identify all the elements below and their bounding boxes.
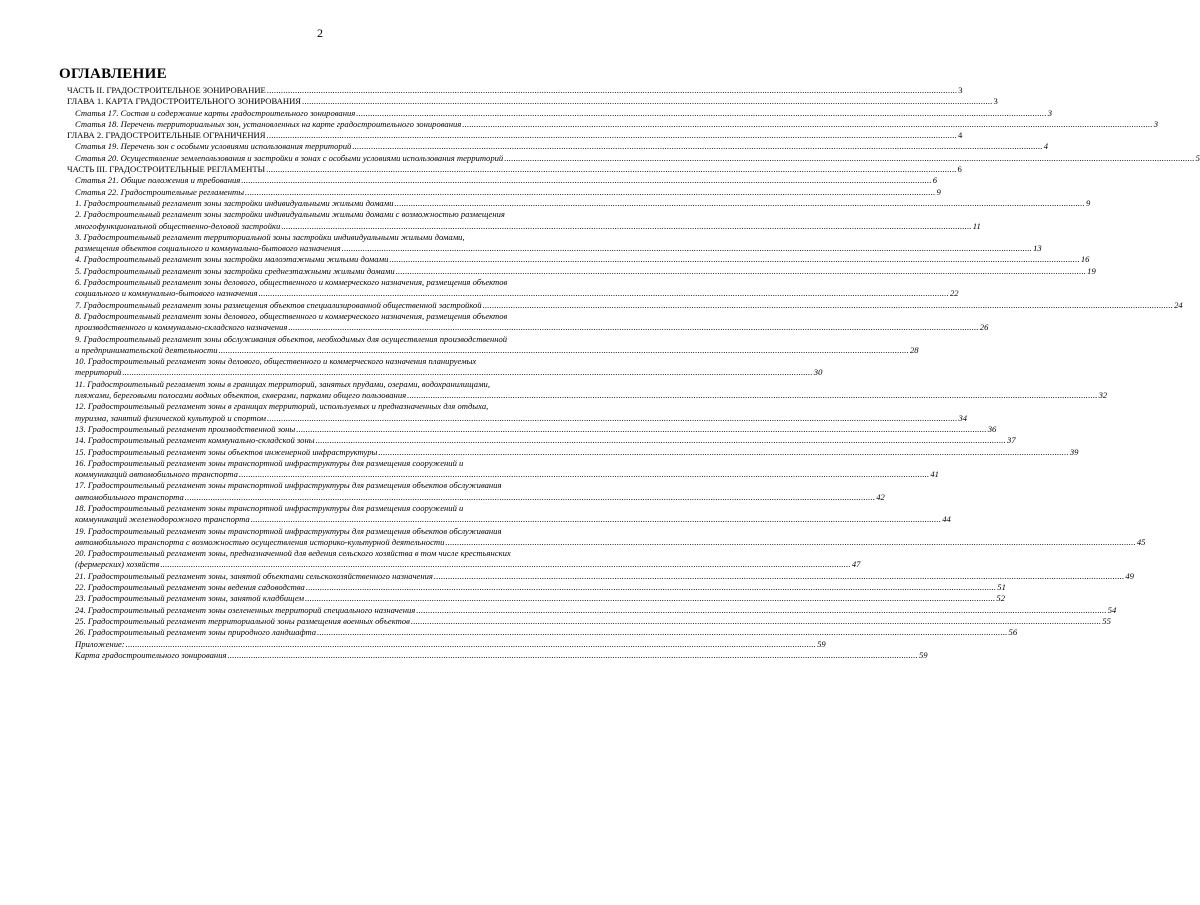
- dot-leader: [342, 243, 1032, 254]
- toc-entry-text: ЧАСТЬ II. ГРАДОСТРОИТЕЛЬНОЕ ЗОНИРОВАНИЕ: [67, 85, 266, 95]
- toc-entry[interactable]: [59, 378, 1108, 402]
- dot-leader: [239, 469, 929, 480]
- dot-leader: [266, 164, 956, 175]
- toc-entry-text: 13. Градостроительный регламент производственной зоны: [75, 423, 296, 434]
- toc-entry-text: 11. Градостроительный регламент зоны в границах территорий, занятых прудами, озерами, водохранилищами,: [75, 378, 490, 389]
- toc-entry-page: 56: [1008, 627, 1018, 638]
- toc-entry-text: коммуникаций автомобильного транспорта: [75, 469, 238, 480]
- dot-leader: [317, 627, 1007, 638]
- dot-leader: [185, 492, 875, 503]
- toc-entry[interactable]: [59, 265, 1096, 277]
- toc-entry-text: Статья 20. Осуществление землепользования и застройки в зонах с особыми условиями использования территорий: [75, 152, 504, 163]
- toc-entry-page: 11: [972, 220, 981, 231]
- toc-entry-text: ГЛАВА 2. ГРАДОСТРОИТЕЛЬНЫЕ ОГРАНИЧЕНИЯ: [67, 130, 266, 141]
- toc-entry[interactable]: [59, 299, 1183, 311]
- toc-entry-text: 2. Градостроительный регламент зоны застройки индивидуальными жилыми домами с возможностью размещения: [75, 209, 505, 220]
- toc-entry-text: размещения объектов социального и коммунально-бытового назначения: [75, 243, 341, 254]
- toc-entry-text: 6. Градостроительный регламент зоны делового, общественного и коммерческого назначения, размещения объектов: [75, 277, 508, 288]
- toc-entry-page: 3: [1047, 107, 1053, 118]
- toc-entry[interactable]: [59, 627, 1018, 638]
- toc-entry-page: 3: [1153, 118, 1159, 129]
- toc-entry-text: (фермерских) хозяйств: [75, 559, 160, 570]
- dot-leader: [267, 130, 957, 141]
- toc-entry-page: 28: [910, 344, 919, 355]
- toc-entry-page: 42: [876, 491, 885, 502]
- toc-entry-page: 39: [1069, 446, 1079, 457]
- dot-leader: [296, 424, 986, 435]
- toc-entry-text: Карта градостроительного зонирования: [75, 649, 227, 660]
- toc-entry-text: Статья 19. Перечень зон с особыми условиями использования территорий: [75, 141, 352, 152]
- toc-entry-text: пляжами, береговыми полосами водных объектов, скверами, парками общего пользования: [75, 390, 407, 401]
- toc-entry-text: 23. Градостроительный регламент зоны, занятой кладбищем: [75, 593, 304, 604]
- toc-entry-page: 13: [1033, 243, 1042, 254]
- dot-leader: [122, 367, 812, 378]
- dot-leader: [267, 85, 957, 96]
- toc-entry-page: 54: [1107, 604, 1117, 615]
- dot-leader: [306, 582, 996, 593]
- toc-entry[interactable]: [59, 582, 1006, 593]
- toc-entry-page: 51: [997, 582, 1006, 593]
- toc-entry-page: 16: [1080, 254, 1090, 265]
- toc-entry-text: ГЛАВА 1. КАРТА ГРАДОСТРОИТЕЛЬНОГО ЗОНИРОВАНИЯ: [67, 96, 302, 107]
- dot-leader: [356, 108, 1046, 119]
- toc-entry[interactable]: [59, 96, 998, 107]
- toc-entry[interactable]: [59, 186, 941, 198]
- toc-entries: [59, 85, 1200, 661]
- dot-leader: [389, 254, 1079, 265]
- toc-entry-text: 3. Градостроительный регламент территориальной зоны застройки индивидуальными жилыми домами,: [75, 231, 465, 242]
- dot-leader: [241, 175, 931, 186]
- toc-entry[interactable]: [59, 480, 885, 503]
- dot-leader: [305, 593, 995, 604]
- toc-entry-text: автомобильного транспорта: [75, 491, 184, 502]
- toc-entry-text: 1. Градостроительный регламент зоны застройки индивидуальными жилыми домами: [75, 197, 394, 208]
- toc-entry-page: 45: [1136, 536, 1146, 547]
- toc-entry-page: 55: [1102, 615, 1111, 626]
- toc-entry-text: Статья 21. Общие положения и требования: [75, 175, 241, 186]
- toc-entry-page: 3: [958, 85, 963, 95]
- toc-entry-page: 22: [949, 288, 959, 299]
- toc-entry-page: 4: [1043, 141, 1049, 152]
- toc-entry-text: 22. Градостроительный регламент зоны ведения садоводства: [75, 582, 305, 593]
- toc-entry[interactable]: [59, 649, 928, 661]
- toc-entry-text: 25. Градостроительный регламент территориальной зоны размещения военных объектов: [75, 615, 410, 626]
- toc-entry-page: 26: [979, 322, 989, 333]
- toc-entry[interactable]: [59, 502, 951, 526]
- dot-leader: [462, 119, 1152, 130]
- toc-entry[interactable]: [59, 525, 1146, 549]
- toc-entry-text: коммуникаций железнодорожного транспорта: [75, 514, 250, 525]
- toc-entry[interactable]: [59, 310, 989, 334]
- toc-entry[interactable]: [59, 209, 981, 232]
- toc-entry[interactable]: [59, 197, 1091, 209]
- dot-leader: [352, 141, 1042, 152]
- toc-entry[interactable]: [59, 457, 939, 481]
- toc-entry[interactable]: [59, 356, 823, 379]
- toc-entry-text: ЧАСТЬ III. ГРАДОСТРОИТЕЛЬНЫЕ РЕГЛАМЕНТЫ: [67, 164, 266, 175]
- dot-leader: [288, 322, 978, 333]
- toc-entry-page: 52: [996, 593, 1006, 604]
- toc-entry-text: 15. Градостроительный регламент зоны объектов инженерной инфраструктуры: [75, 446, 378, 457]
- toc-entry-text: Приложение:: [75, 638, 125, 649]
- toc-entry[interactable]: [59, 333, 919, 357]
- dot-leader: [396, 266, 1086, 277]
- toc-entry-text: 16. Градостроительный регламент зоны транспортной инфраструктуры для размещения сооружений и: [75, 457, 464, 468]
- toc-entry[interactable]: [59, 164, 962, 175]
- toc-entry-page: 59: [817, 638, 826, 649]
- toc-entry-text: многофункциональной общественно-деловой застройки: [75, 220, 281, 231]
- toc-entry-text: туризма, занятий физической культурой и спортом: [75, 412, 267, 423]
- dot-leader: [407, 390, 1097, 401]
- toc-entry[interactable]: [59, 85, 963, 96]
- toc-entry-page: 9: [1085, 197, 1091, 208]
- toc-entry[interactable]: [59, 152, 1200, 164]
- toc-entry-text: 5. Градостроительный регламент зоны застройки среднеэтажными жилыми домами: [75, 265, 395, 276]
- toc-entry[interactable]: [59, 446, 1079, 458]
- toc-entry[interactable]: [59, 107, 1053, 119]
- dot-leader: [316, 435, 1006, 446]
- page-number: 2: [317, 26, 323, 40]
- toc-entry[interactable]: [59, 130, 963, 141]
- toc-entry-page: 19: [1087, 265, 1096, 276]
- toc-entry-text: 4. Градостроительный регламент зоны застройки малоэтажными жилыми домами: [75, 254, 389, 265]
- toc-entry-text: и предпринимательской деятельности: [75, 344, 218, 355]
- toc-entry-page: 47: [851, 559, 861, 570]
- toc-entry-text: 14. Градостроительный регламент коммунально-складской зоны: [75, 435, 315, 446]
- toc-entry-page: 41: [930, 469, 939, 480]
- dot-leader: [302, 96, 992, 107]
- toc-entry-page: 49: [1125, 570, 1134, 581]
- toc-entry-text: территорий: [75, 367, 122, 378]
- toc-entry-text: производственного и коммунально-складского назначения: [75, 322, 288, 333]
- toc-entry-text: Статья 22. Градостроительные регламенты: [75, 186, 245, 197]
- dot-leader: [445, 537, 1135, 548]
- dot-leader: [395, 198, 1085, 209]
- table-of-contents: [59, 66, 1200, 661]
- toc-entry-text: 18. Градостроительный регламент зоны транспортной инфраструктуры для размещения сооружений и: [75, 502, 464, 513]
- toc-entry-text: 20. Градостроительный регламент зоны, предназначенной для ведения сельского хозяйства в том числе крестьянских: [75, 548, 511, 559]
- dot-leader: [227, 650, 917, 661]
- toc-entry-text: 17. Градостроительный регламент зоны транспортной инфраструктуры для размещения объектов обслуживания: [75, 480, 502, 491]
- toc-entry[interactable]: [59, 435, 1016, 446]
- toc-entry-page: 30: [813, 367, 823, 378]
- dot-leader: [378, 447, 1068, 458]
- dot-leader: [416, 605, 1106, 616]
- toc-entry-page: 59: [918, 649, 928, 660]
- dot-leader: [281, 221, 971, 232]
- toc-entry-text: социального и коммунально-бытового назначения: [75, 288, 258, 299]
- toc-entry[interactable]: [59, 401, 968, 424]
- toc-entry-text: 10. Градостроительный регламент зоны делового, общественного и коммерческого назначения планируемых: [75, 356, 477, 367]
- toc-entry-text: Статья 18. Перечень территориальных зон, установленных на карте градостроительного зонирования: [75, 118, 462, 129]
- toc-entry[interactable]: [59, 118, 1159, 130]
- dot-leader: [259, 288, 949, 299]
- toc-entry-text: 24. Градостроительный регламент зоны озелененных территорий специального назначения: [75, 604, 416, 615]
- dot-leader: [483, 300, 1173, 311]
- toc-entry-page: 37: [1007, 435, 1016, 446]
- toc-entry[interactable]: [59, 615, 1111, 627]
- toc-entry-page: 34: [958, 412, 968, 423]
- toc-entry-text: 19. Градостроительный регламент зоны транспортной инфраструктуры для размещения объектов обслуживания: [75, 525, 502, 536]
- toc-entry[interactable]: [59, 175, 938, 186]
- toc-entry-page: 6: [957, 164, 962, 175]
- dot-leader: [267, 413, 957, 424]
- toc-title: ОГЛАВЛЕНИЕ: [59, 66, 167, 82]
- dot-leader: [126, 639, 816, 650]
- toc-entry-text: автомобильного транспорта с возможностью осуществления историко-культурной деятельности: [75, 536, 445, 547]
- toc-entry-page: 9: [936, 186, 941, 197]
- toc-entry-text: 21. Градостроительный регламент зоны, занятой объектами сельскохозяйственного назначения: [75, 570, 433, 581]
- dot-leader: [411, 616, 1101, 627]
- toc-entry-text: 26. Градостроительный регламент зоны природного ландшафта: [75, 627, 317, 638]
- dot-leader: [434, 571, 1124, 582]
- dot-leader: [251, 514, 941, 525]
- toc-entry-text: 12. Градостроительный регламент зоны в границах территорий, используемых и предназначенных для отдыха,: [75, 401, 489, 412]
- toc-entry[interactable]: [59, 254, 1090, 265]
- toc-entry-text: Статья 17. Состав и содержание карты градостроительного зонирования: [75, 107, 356, 118]
- toc-entry[interactable]: [59, 593, 1006, 604]
- toc-entry[interactable]: [59, 570, 1134, 582]
- dot-leader: [219, 345, 909, 356]
- toc-entry[interactable]: [59, 231, 1042, 255]
- toc-entry-text: 8. Градостроительный регламент зоны делового, общественного и коммерческого назначения, размещения объектов: [75, 310, 508, 321]
- toc-entry-page: 6: [932, 175, 938, 186]
- dot-leader: [160, 559, 850, 570]
- toc-entry-page: 36: [987, 423, 997, 434]
- toc-entry-page: 3: [993, 96, 998, 107]
- dot-leader: [245, 187, 935, 198]
- toc-entry[interactable]: [59, 423, 997, 435]
- toc-entry-text: 7. Градостроительный регламент зоны размещения объектов специализированной общественной застройкой: [75, 299, 482, 310]
- toc-entry-text: 9. Градостроительный регламент зоны обслуживания объектов, необходимых для осуществления производственной: [75, 333, 508, 344]
- toc-entry[interactable]: [59, 604, 1117, 616]
- toc-entry[interactable]: [59, 548, 861, 571]
- toc-entry-page: 5: [1195, 152, 1200, 163]
- toc-entry[interactable]: [59, 141, 1049, 152]
- toc-entry-page: 24: [1174, 299, 1183, 310]
- toc-entry[interactable]: [59, 638, 826, 650]
- toc-entry-page: 32: [1098, 390, 1108, 401]
- toc-entry[interactable]: [59, 277, 959, 300]
- dot-leader: [504, 153, 1194, 164]
- toc-entry-page: 4: [957, 130, 963, 141]
- toc-entry-page: 44: [942, 514, 951, 525]
